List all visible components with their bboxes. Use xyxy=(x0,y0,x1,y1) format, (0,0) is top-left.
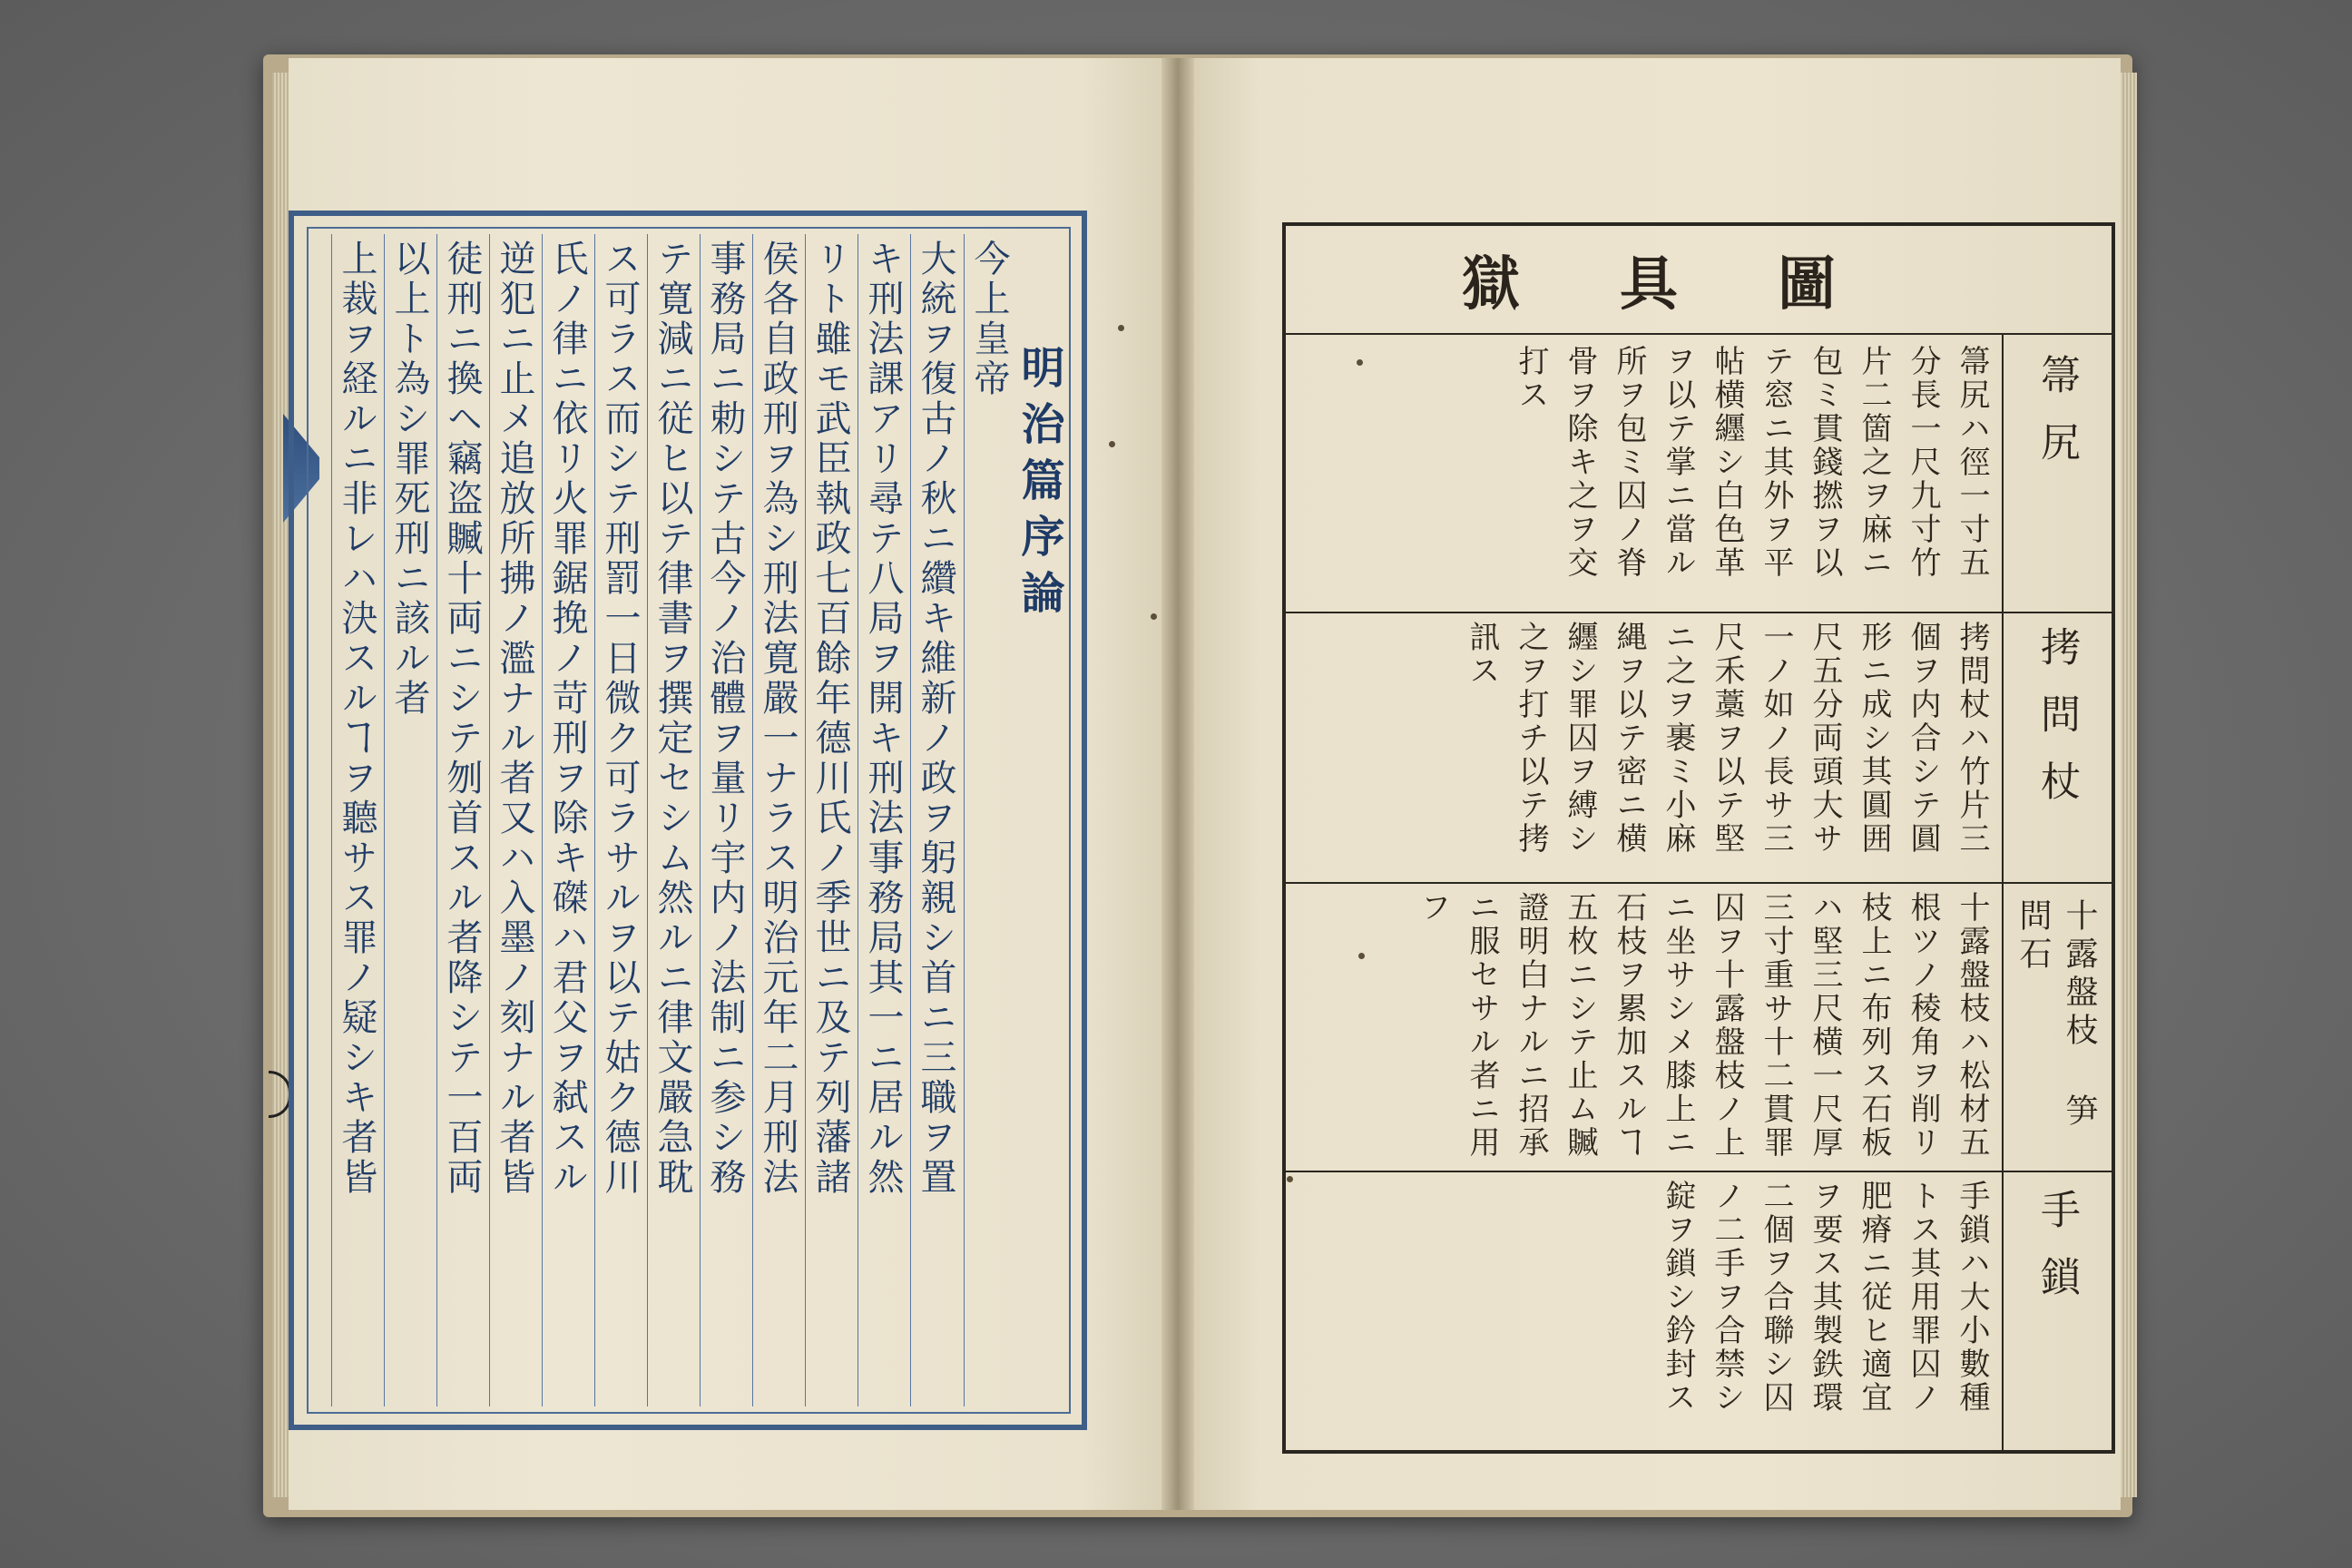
row-text-soroban: 十露盤枝ハ松材五根ツノ稜角ヲ削リ枝上ニ布列ス石板ハ堅三尺横一尺厚三寸重サ十二貫罪囚ヲ十露盤枝ノ上ニ坐サシメ膝上ニ石枝ヲ累加スルヿ五枚ニシテ止ム贓證明白ナルニ招承ニ服セサル者ニ用フ xyxy=(1415,891,1990,1160)
left-page-title: 明治篇序論 xyxy=(1014,345,1064,626)
text-column: 今上皇帝 xyxy=(964,234,1014,1406)
label-column-divider xyxy=(2002,335,2004,1450)
row-text-tegusari: 手鎖ハ大小數種トス其用罪囚ノ肥瘠ニ従ヒ適宜ヲ要ス其製鉄環二個ヲ合聯シ囚ノ二手ヲ合禁シ錠ヲ鎖シ鈐封ス xyxy=(1660,1180,1990,1415)
binding-hole xyxy=(1357,359,1363,366)
right-page-stack xyxy=(2121,73,2137,1497)
row-label-tegusari: 手鎖 xyxy=(2034,1189,2080,1323)
text-column: 徒刑ニ換ヘ竊盗贓十両ニシテ刎首スル者降シテ一百両 xyxy=(436,234,487,1406)
text-column: 逆犯ニ止メ追放所拂ノ濫ナル者又ハ入墨ノ刻ナル者皆 xyxy=(489,234,540,1406)
text-column: 以上ト為シ罪死刑ニ該ル者 xyxy=(384,234,435,1406)
left-page-stack xyxy=(272,73,289,1497)
row-text-gomonjo: 拷問杖ハ竹片三個ヲ内合シテ圓形ニ成シ其圓囲尺五分両頭大サ一ノ如ノ長サ三尺禾藁ヲ以テ堅ニ之ヲ裹ミ小麻縄ヲ以テ密ニ横纒シ罪囚ヲ縛シ之ヲ打チ以テ拷訊ス xyxy=(1464,621,1990,856)
binding-hole xyxy=(1358,953,1365,959)
row-divider xyxy=(1286,612,2112,613)
text-column: 氏ノ律ニ依リ火罪鋸挽ノ苛刑ヲ除キ磔ハ君父ヲ弑スル xyxy=(542,234,593,1406)
right-page-title: 獄具圖 xyxy=(1286,226,2112,335)
text-column: リト雖モ武臣執政七百餘年德川氏ノ季世ニ及テ列藩諸 xyxy=(805,234,856,1406)
text-column: キ刑法課アリ尋テ八局ヲ開キ刑法事務局其一ニ居ル然 xyxy=(858,234,908,1406)
book-gutter xyxy=(1161,58,1194,1510)
binding-hole xyxy=(1151,613,1157,620)
binding-hole xyxy=(1109,441,1115,447)
text-column: テ寛減ニ従ヒ以テ律書ヲ撰定セシム然ルニ律文嚴急耽 xyxy=(647,234,698,1406)
binding-hole xyxy=(1118,325,1124,331)
row-divider xyxy=(1286,882,2112,884)
binding-hole xyxy=(1287,1176,1293,1182)
row-text-sourin: 箒尻ハ徑一寸五分長一尺九寸竹片二箇之ヲ麻ニ包ミ貫錢撚ヲ以テ窓ニ其外ヲ平帖横纒シ白色革ヲ以テ掌ニ當ル所ヲ包ミ囚ノ脊骨ヲ除キ之ヲ交打ス xyxy=(1513,345,1990,580)
text-column: 上裁ヲ経ルニ非レハ決スルヿヲ聽サス罪ノ疑シキ者皆 xyxy=(331,234,382,1406)
row-label-soroban: 十露盤枝 笋問石 xyxy=(2014,898,2098,1132)
text-column: 大統ヲ復古ノ秋ニ纘キ維新ノ政ヲ躬親シ首ニ三職ヲ置 xyxy=(910,234,961,1406)
row-label-gomonjo: 拷問杖 xyxy=(2034,626,2080,828)
row-divider xyxy=(1286,1171,2112,1172)
text-column: ス可ラス而シテ刑罰一日微ク可ラサルヲ以テ姑ク德川 xyxy=(594,234,645,1406)
text-column: 事務局ニ勅シテ古今ノ治體ヲ量リ宇内ノ法制ニ参シ務 xyxy=(700,234,750,1406)
row-label-sourin: 箒尻 xyxy=(2034,354,2080,488)
text-column: 侯各自政刑ヲ為シ刑法寛嚴一ナラス明治元年二月刑法 xyxy=(752,234,803,1406)
